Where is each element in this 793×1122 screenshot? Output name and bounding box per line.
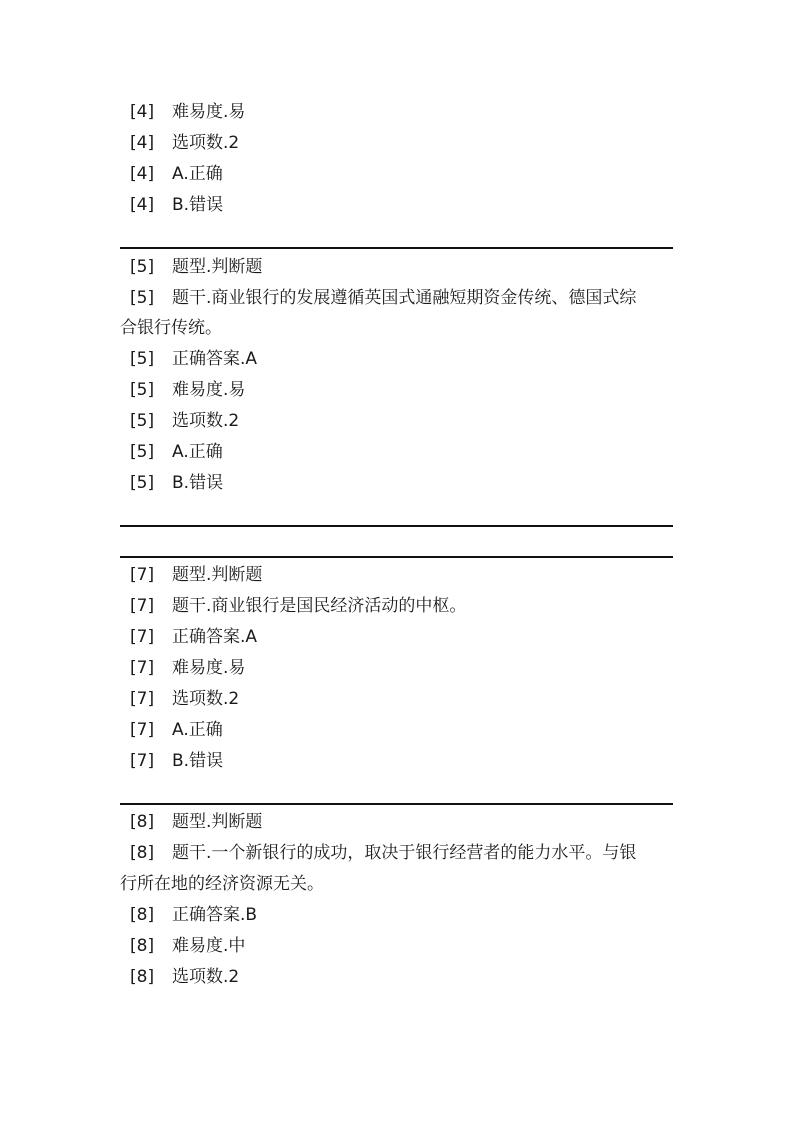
block-4-option-b [120, 190, 672, 221]
block-5-type [120, 252, 672, 283]
line-text: 难易度.中 [172, 936, 246, 956]
line-text: 题型.判断题 [172, 257, 263, 277]
line-text: A.正确 [172, 164, 223, 184]
question-number: [5] [130, 473, 155, 493]
block-4-option-a [120, 159, 672, 190]
question-number: [7] [130, 627, 155, 647]
block-5-option-b [120, 468, 672, 499]
block-7-option-count [120, 684, 672, 715]
question-number: [4] [130, 195, 155, 215]
line-text: 难易度.易 [172, 102, 246, 122]
question-number: [8] [130, 936, 155, 956]
block-8-option-count [120, 962, 672, 993]
question-number: [5] [130, 442, 155, 462]
block-8-answer [120, 900, 672, 931]
block-8-stem [120, 838, 672, 869]
block-8-stem-continued [120, 869, 672, 900]
divider-rule [120, 525, 673, 527]
line-text: 正确答案.B [172, 905, 258, 925]
block-7-difficulty [120, 653, 672, 684]
block-8-type [120, 807, 672, 838]
line-text: B.错误 [172, 195, 224, 215]
line-text: B.错误 [172, 751, 224, 771]
block-8-difficulty [120, 931, 672, 962]
divider-rule [120, 803, 673, 805]
block-7-type [120, 560, 672, 591]
question-number: [7] [130, 720, 155, 740]
block-7-option-b [120, 746, 672, 777]
question-number: [8] [130, 812, 155, 832]
line-text: A.正确 [172, 720, 223, 740]
divider-rule [120, 247, 673, 249]
line-text: 题干.商业银行的发展遵循英国式通融短期资金传统、德国式综 [172, 288, 637, 308]
line-text: 难易度.易 [172, 658, 246, 678]
question-number: [5] [130, 349, 155, 369]
block-5-option-count [120, 406, 672, 437]
block-7-answer [120, 622, 672, 653]
question-number: [5] [130, 288, 155, 308]
question-number: [8] [130, 967, 155, 987]
question-number: [7] [130, 565, 155, 585]
divider-rule [120, 556, 673, 558]
question-number: [7] [130, 658, 155, 678]
question-number: [7] [130, 751, 155, 771]
question-number: [8] [130, 905, 155, 925]
line-text: 题干.商业银行是国民经济活动的中枢。 [172, 596, 467, 616]
line-text: 选项数.2 [172, 411, 240, 431]
block-4-option-count [120, 128, 672, 159]
line-text: 选项数.2 [172, 967, 240, 987]
block-7-option-a [120, 715, 672, 746]
question-number: [8] [130, 843, 155, 863]
line-text: 正确答案.A [172, 627, 258, 647]
question-number: [4] [130, 164, 155, 184]
line-text: 正确答案.A [172, 349, 258, 369]
block-5-stem-continued [120, 313, 672, 344]
block-5-difficulty [120, 375, 672, 406]
line-text-continued: 行所在地的经济资源无关。 [120, 874, 324, 894]
question-number: [5] [130, 411, 155, 431]
line-text: 题型.判断题 [172, 565, 263, 585]
block-4-difficulty [120, 97, 672, 128]
line-text: B.错误 [172, 473, 224, 493]
block-5-answer [120, 344, 672, 375]
question-number: [7] [130, 689, 155, 709]
question-number: [4] [130, 133, 155, 153]
line-text: 选项数.2 [172, 133, 240, 153]
block-7-stem [120, 591, 672, 622]
line-text: 题干.一个新银行的成功，取决于银行经营者的能力水平。与银 [172, 843, 637, 863]
line-text-continued: 合银行传统。 [120, 318, 222, 338]
line-text: 难易度.易 [172, 380, 246, 400]
line-text: 选项数.2 [172, 689, 240, 709]
block-5-option-a [120, 437, 672, 468]
line-text: 题型.判断题 [172, 812, 263, 832]
question-number: [5] [130, 380, 155, 400]
question-number: [4] [130, 102, 155, 122]
line-text: A.正确 [172, 442, 223, 462]
question-number: [5] [130, 257, 155, 277]
question-number: [7] [130, 596, 155, 616]
block-5-stem [120, 283, 672, 314]
